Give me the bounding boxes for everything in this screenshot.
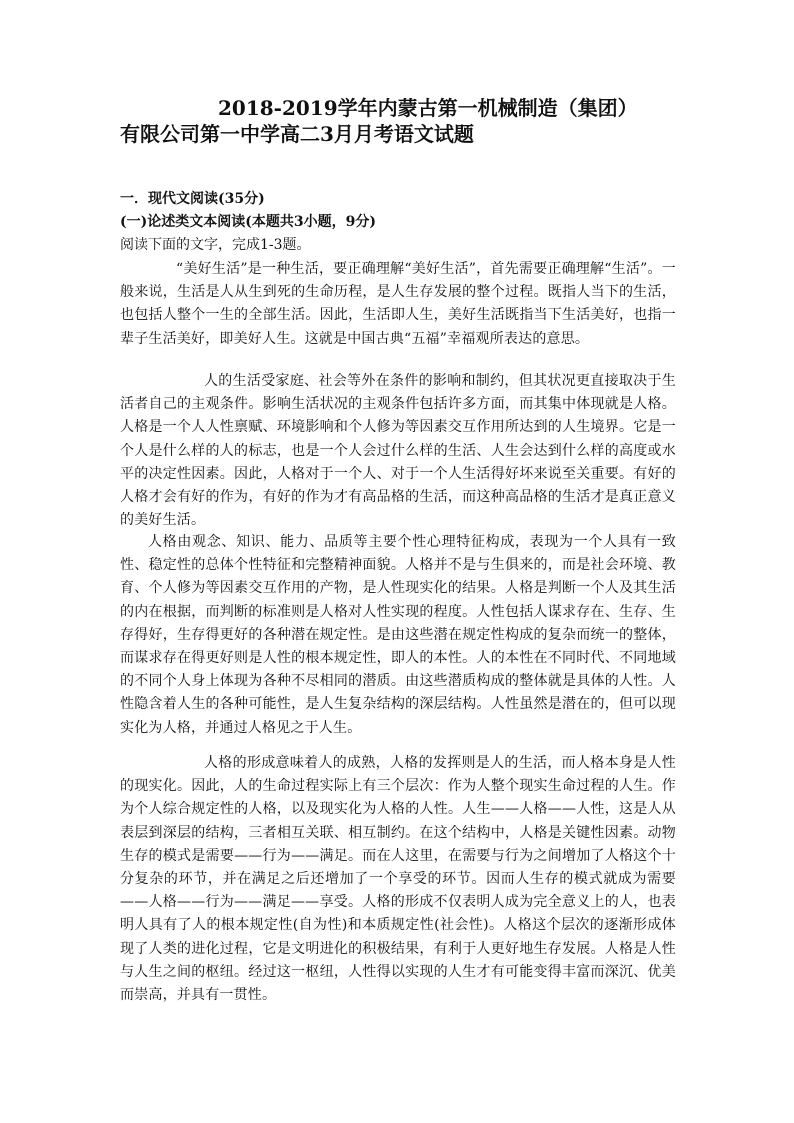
section-heading: 一．现代文阅读(35分)	[120, 191, 265, 207]
subsection-heading: (一)论述类文本阅读(本题共3小题，9分)	[120, 214, 376, 230]
passage-paragraph-1: “美好生活”是一种生活，要正确理解“美好生活”，首先需要正确理解“生活”。一般来说，生活是人从生到死的生命历程，是人生存发展的整个过程。既指人当下的生活，也包括人整个一生的全部生活。因此，生活即人生，美好生活既指当下生活美好，也指一辈子生活美好，即美好人生。这就是中国古典“五福”幸福观所表达的意思。	[120, 261, 676, 347]
passage-paragraph-4: 人格的形成意味着人的成熟，人格的发挥则是人的生活，而人格本身是人性的现实化。因此，人的生命过程实际上有三个层次：作为人整个现实生命过程的人生。作为个人综合规定性的人格，以及现实化为人格的人性。人生——人格——人性，这是人从表层到深层的结构，三者相互关联、相互制约。在这个结构中，人格是关键性因素。动物生存的模式是需要——行为——满足。而在人这里，在需要与行为之间增加了人格这个十分复杂的环节，并在满足之后还增加了一个享受的环节。因而人生存的模式就成为需要——人格——行为——满足——享受。人格的形成不仅表明人成为完全意义上的人，也表明人具有了人的根本规定性(自为性)和本质规定性(社会性)。人格这个层次的逐渐形成体现了人类的进化过程，它是文明进化的积极结果，有利于人更好地生存发展。人格是人性与人生之间的枢纽。经过这一枢纽，人性得以实现的人生才有可能变得丰富而深沉、优美而崇高，并具有一贯性。	[120, 755, 676, 1004]
exam-title-line-1: 2018-2019学年内蒙古第一机械制造（集团）	[218, 96, 638, 120]
passage-paragraph-3: 人格由观念、知识、能力、品质等主要个性心理特征构成，表现为一个人具有一致性、稳定性的总体个性特征和完整精神面貌。人格并不是与生俱来的，而是社会环境、教育、个人修为等因素交互作用的产物，是人性现实化的结果。人格是判断一个人及其生活的内在根据，而判断的标准则是人格对人性实现的程度。人性包括人谋求存在、生存、生存得好，生存得更好的各种潜在规定性。是由这些潜在规定性构成的复杂而统一的整体，而谋求存在得更好则是人性的根本规定性，即人的本性。人的本性在不同时代、不同地域的不同个人身上体现为各种不尽相同的潜质。由这些潜质构成的整体就是具体的人性。人性隐含着人生的各种可能性，是人生复杂结构的深层结构。人性虽然是潜在的，但可以现实化为人格，并通过人格见之于人生。	[120, 534, 676, 736]
reading-instruction: 阅读下面的文字，完成1-3题。	[120, 237, 311, 253]
exam-title-line-2: 有限公司第一中学高二3月月考语文试题	[120, 122, 474, 146]
passage-paragraph-2: 人的生活受家庭、社会等外在条件的影响和制约，但其状况更直接取决于生活者自己的主观条件。影响生活状况的主观条件包括许多方面，而其集中体现就是人格。人格是一个人人性禀赋、环境影响和个人修为等因素交互作用所达到的人生境界。它是一个人是什么样的人的标志，也是一个人会过什么样的生活、人生会达到什么样的高度或水平的决定性因素。因此，人格对于一个人、对于一个人生活得好坏来说至关重要。有好的人格才会有好的作为，有好的作为才有高品格的生活，而这种高品格的生活才是真正意义的美好生活。	[120, 373, 676, 529]
